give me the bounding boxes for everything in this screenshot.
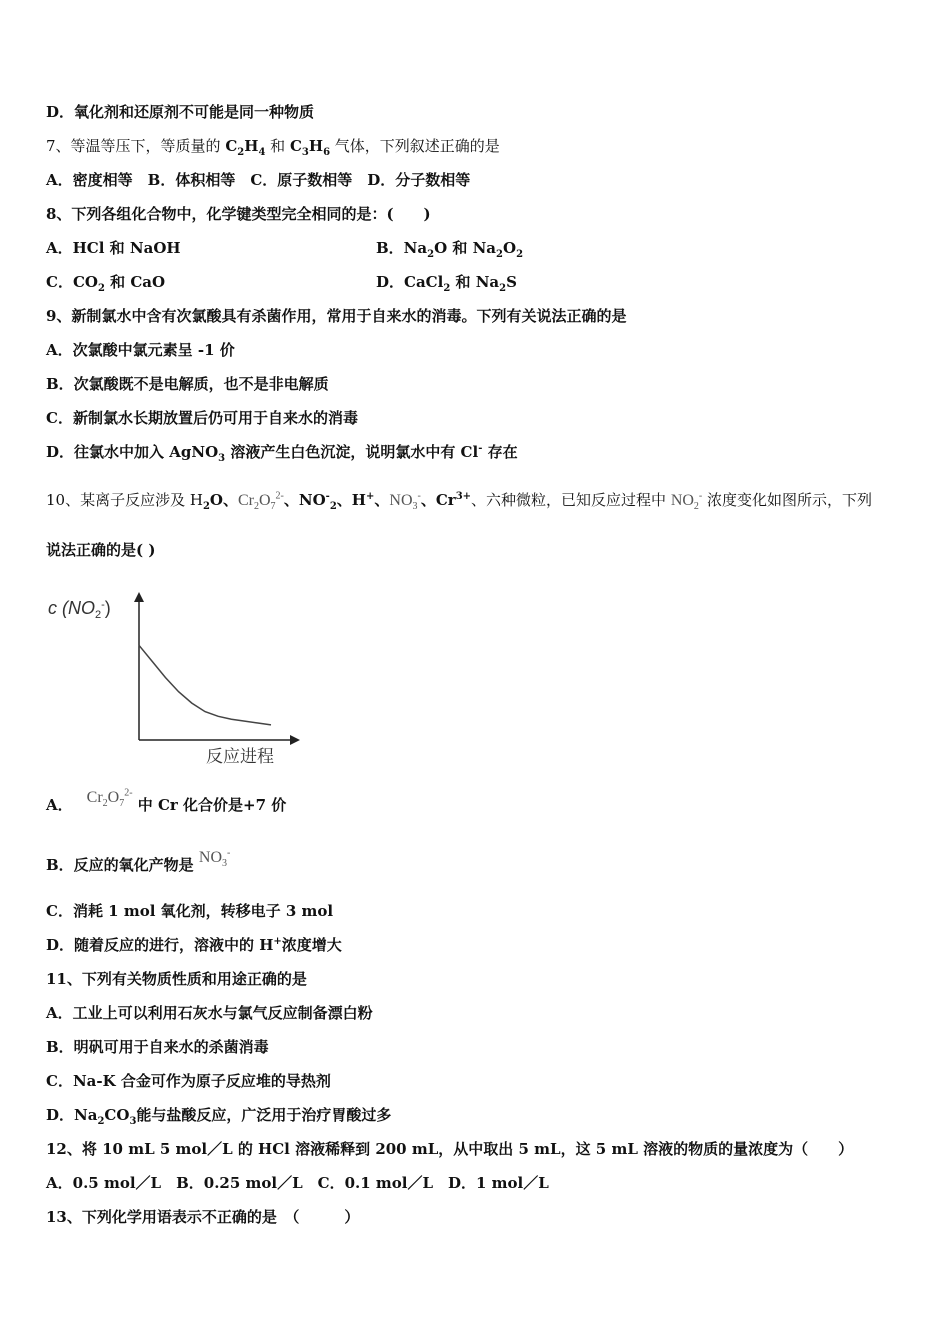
q10-stem-cont: 说法正确的是( ): [46, 541, 156, 559]
q8-option-b: B．$Na_2O$ 和 $Na_2O_2$: [376, 239, 524, 260]
q11-option-a: A．工业上可以利用石灰水与氯气反应制备漂白粉: [46, 1004, 373, 1022]
q10-option-b: B．反应的氧化产物是 $NO_3^-$: [46, 847, 231, 874]
q9-stem: 9、新制氯水中含有次氯酸具有杀菌作用，常用于自来水的消毒。下列有关说法正确的是: [46, 307, 627, 325]
q8-option-c: C．$CO_2$ 和 CaO: [46, 273, 166, 294]
q7-options: A．密度相等 B．体积相等 C．原子数相等 D．分子数相等: [46, 171, 471, 189]
q12-options: A．0.5 mol／L B．0.25 mol／L C．0.1 mol／L D．1 mol／L: [46, 1174, 549, 1192]
q11-option-d: D．$Na_2CO_3$能与盐酸反应，广泛用于治疗胃酸过多: [46, 1106, 392, 1127]
q9-option-a: A．次氯酸中氯元素呈 -1 价: [46, 341, 235, 359]
q10-option-a: A． $Cr_2O_7^{2-}$ 中 Cr 化合价是+7 价: [46, 787, 287, 814]
q10-option-c: C．消耗 1 mol 氧化剂，转移电子 3 mol: [46, 902, 334, 920]
q8-option-d: D．CaCl$_2$ 和 $Na_2S$: [376, 273, 517, 294]
q7-stem: 7、等温等压下，等质量的 $C_2H_4$ 和 $C_3H_6$ 气体，下列叙述正确的是: [46, 137, 500, 158]
q6-option-d: D．氧化剂和还原剂不可能是同一种物质: [46, 103, 315, 121]
chart-x-arrow: [290, 735, 300, 745]
q11-option-c: C．Na-K 合金可作为原子反应堆的导热剂: [46, 1072, 331, 1090]
q8-option-a: A．HCl 和 NaOH: [46, 239, 181, 257]
q10-stem: 10、某离子反应涉及 $H_2O$、$Cr_2O_7^{2-}$、$NO^-_2$、H+、$NO_3^-$、$Cr^{3+}$、六种微粒，已知反应过程中 $NO_2^-$ 浓度变化如图所示，下列: [46, 490, 873, 513]
dichromate-formula: $Cr_2O_7^{2-}$: [237, 490, 284, 513]
chart-xlabel: 反应进程: [206, 747, 274, 767]
no2-concentration-chart: [46, 590, 306, 770]
nitrite-formula: $NO_2^-$: [670, 490, 703, 513]
q9-option-c: C．新制氯水长期放置后仍可用于自来水的消毒: [46, 409, 358, 427]
chart-series-line: [139, 645, 271, 725]
q9-option-d: D．往氯水中加入 AgNO$_3$ 溶液产生白色沉淀，说明氯水中有 Cl- 存在: [46, 443, 518, 464]
chart-y-arrow: [134, 592, 144, 602]
chart-ylabel: c $(NO_2^-)$: [48, 598, 111, 621]
nitrate-formula: $NO_3^-$: [389, 490, 421, 513]
dichromate-formula-a: $Cr_2O_7^{2-}$: [86, 787, 133, 810]
q8-stem: 8、下列各组化合物中，化学键类型完全相同的是：( ): [46, 205, 431, 223]
q12-stem: 12、将 10 mL 5 mol／L 的 HCl 溶液稀释到 200 mL，从中取出 5 mL，这 5 mL 溶液的物质的量浓度为（ ）: [46, 1140, 854, 1158]
nitrate-formula-b: $NO_3^-$: [198, 847, 231, 870]
q10-option-d: D．随着反应的进行，溶液中的 H+浓度增大: [46, 936, 342, 954]
q11-stem: 11、下列有关物质性质和用途正确的是: [46, 970, 307, 988]
q9-option-b: B．次氯酸既不是电解质，也不是非电解质: [46, 375, 329, 393]
q13-stem: 13、下列化学用语表示不正确的是 （ ）: [46, 1208, 360, 1226]
q11-option-b: B．明矾可用于自来水的杀菌消毒: [46, 1038, 269, 1056]
